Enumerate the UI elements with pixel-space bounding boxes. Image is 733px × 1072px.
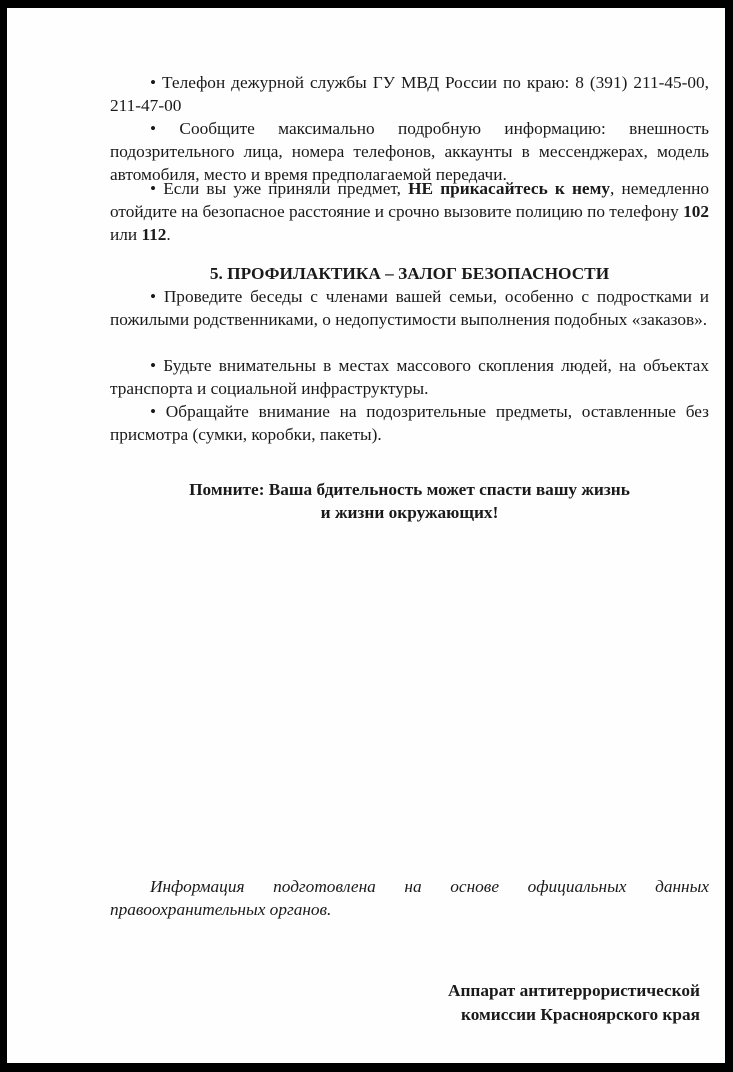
info-source-note: Информация подготовлена на основе официальных данных правоохранительных органов. [110, 877, 709, 919]
signature-block [448, 979, 700, 1027]
bullet-phone-duty: • Телефон дежурной службы ГУ МВД России по краю: 8 (391) 211-45-00, 211-47-00 [110, 73, 709, 115]
bullet-crowded-places: • Будьте внимательны в местах массового скопления людей, на объектах транспорта и социальной инфраструктуры. [110, 356, 709, 398]
document-page [7, 8, 725, 1063]
section-5-heading: 5. ПРОФИЛАКТИКА – ЗАЛОГ БЕЗОПАСНОСТИ [209, 264, 610, 283]
do-not-touch-warning: НЕ прикасайтесь к нему [408, 179, 610, 198]
remember-line-1: Помните: Ваша бдительность может спасти вашу жизнь [189, 480, 630, 499]
bullet-family-talks: • Проведите беседы с членами вашей семьи, особенно с подростками и пожилыми родственниками, о недопустимости выполнения подобных «заказов». [110, 287, 709, 329]
do-not-touch-mid: , немедленно отойдите на безопасное расстояние и срочно вызовите полицию по телефону [110, 179, 709, 221]
do-not-touch-pre: • Если вы уже приняли предмет, [150, 179, 409, 198]
or-text: или [110, 224, 142, 244]
remember-note [110, 479, 709, 524]
remember-line-2: и жизни окружающих! [320, 502, 499, 522]
police-number-102: 102 [683, 201, 709, 221]
signature-line-1: Аппарат антитеррористической [447, 981, 700, 1000]
police-number-112: 112 [141, 224, 167, 244]
bullet-suspicious-items: • Обращайте внимание на подозрительные предметы, оставленные без присмотра (сумки, коробки, пакеты). [110, 402, 709, 444]
signature-line-2: комиссии Красноярского края [460, 1005, 700, 1024]
bullet-report-info: • Сообщите максимально подробную информацию: внешность подозрительного лица, номера телефонов, аккаунты в мессенджерах, модель автомобиля, место и время предполагаемой передачи. [110, 119, 709, 184]
end-period: . [166, 224, 171, 244]
bullet-do-not-touch [110, 178, 709, 246]
